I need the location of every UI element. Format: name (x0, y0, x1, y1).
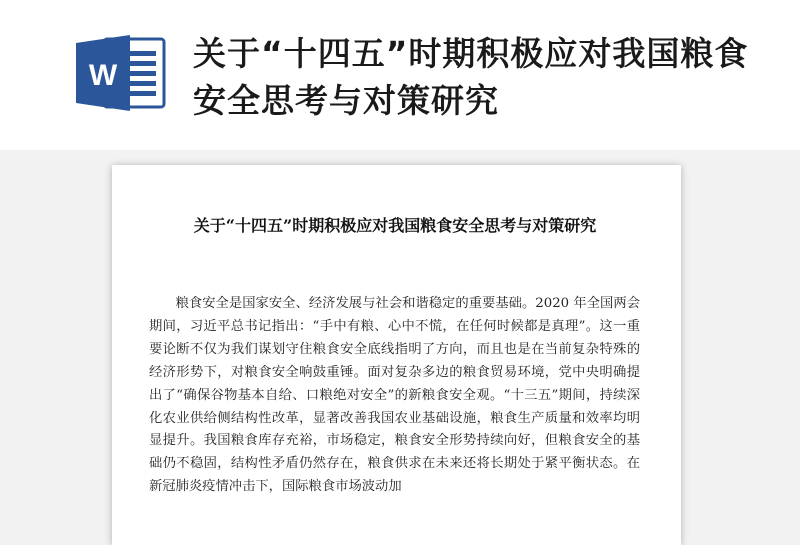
page-title: 关于“十四五”时期积极应对我国粮食安全思考与对策研究 (193, 34, 749, 120)
document-body-paragraph: 粮食安全是国家安全、经济发展与社会和谐稳定的重要基础。2020 年全国两会期间，习近平总书记指出：“手中有粮、心中不慌，在任何时候都是真理”。这一重要论断不仅为我们谋划守住粮食安全底线指明了方向，而且也是在当前复杂特殊的经济形势下，对粮食安全响鼓重锤。面对复杂多边的粮食贸易环境，党中央明确提出了“确保谷物基本自给、口粮绝对安全”的新粮食安全观。“十三五”期间，持续深化农业供给侧结构性改革，显著改善我国农业基础设施，粮食生产质量和效率均明显提升。我国粮食库存充裕，市场稳定，粮食安全形势持续向好，但粮食安全的基础仍不稳固，结构性矛盾仍然存在，粮食供求在未来还将长期处于紧平衡状态。在新冠肺炎疫情冲击下，国际粮食市场波动加 (149, 296, 640, 495)
document-title: 关于“十四五”时期积极应对我国粮食安全思考与对策研究 (193, 216, 597, 235)
document-page (112, 165, 681, 545)
word-icon-letter: W (88, 59, 118, 92)
word-document-icon (74, 33, 168, 113)
header-banner (0, 0, 800, 150)
